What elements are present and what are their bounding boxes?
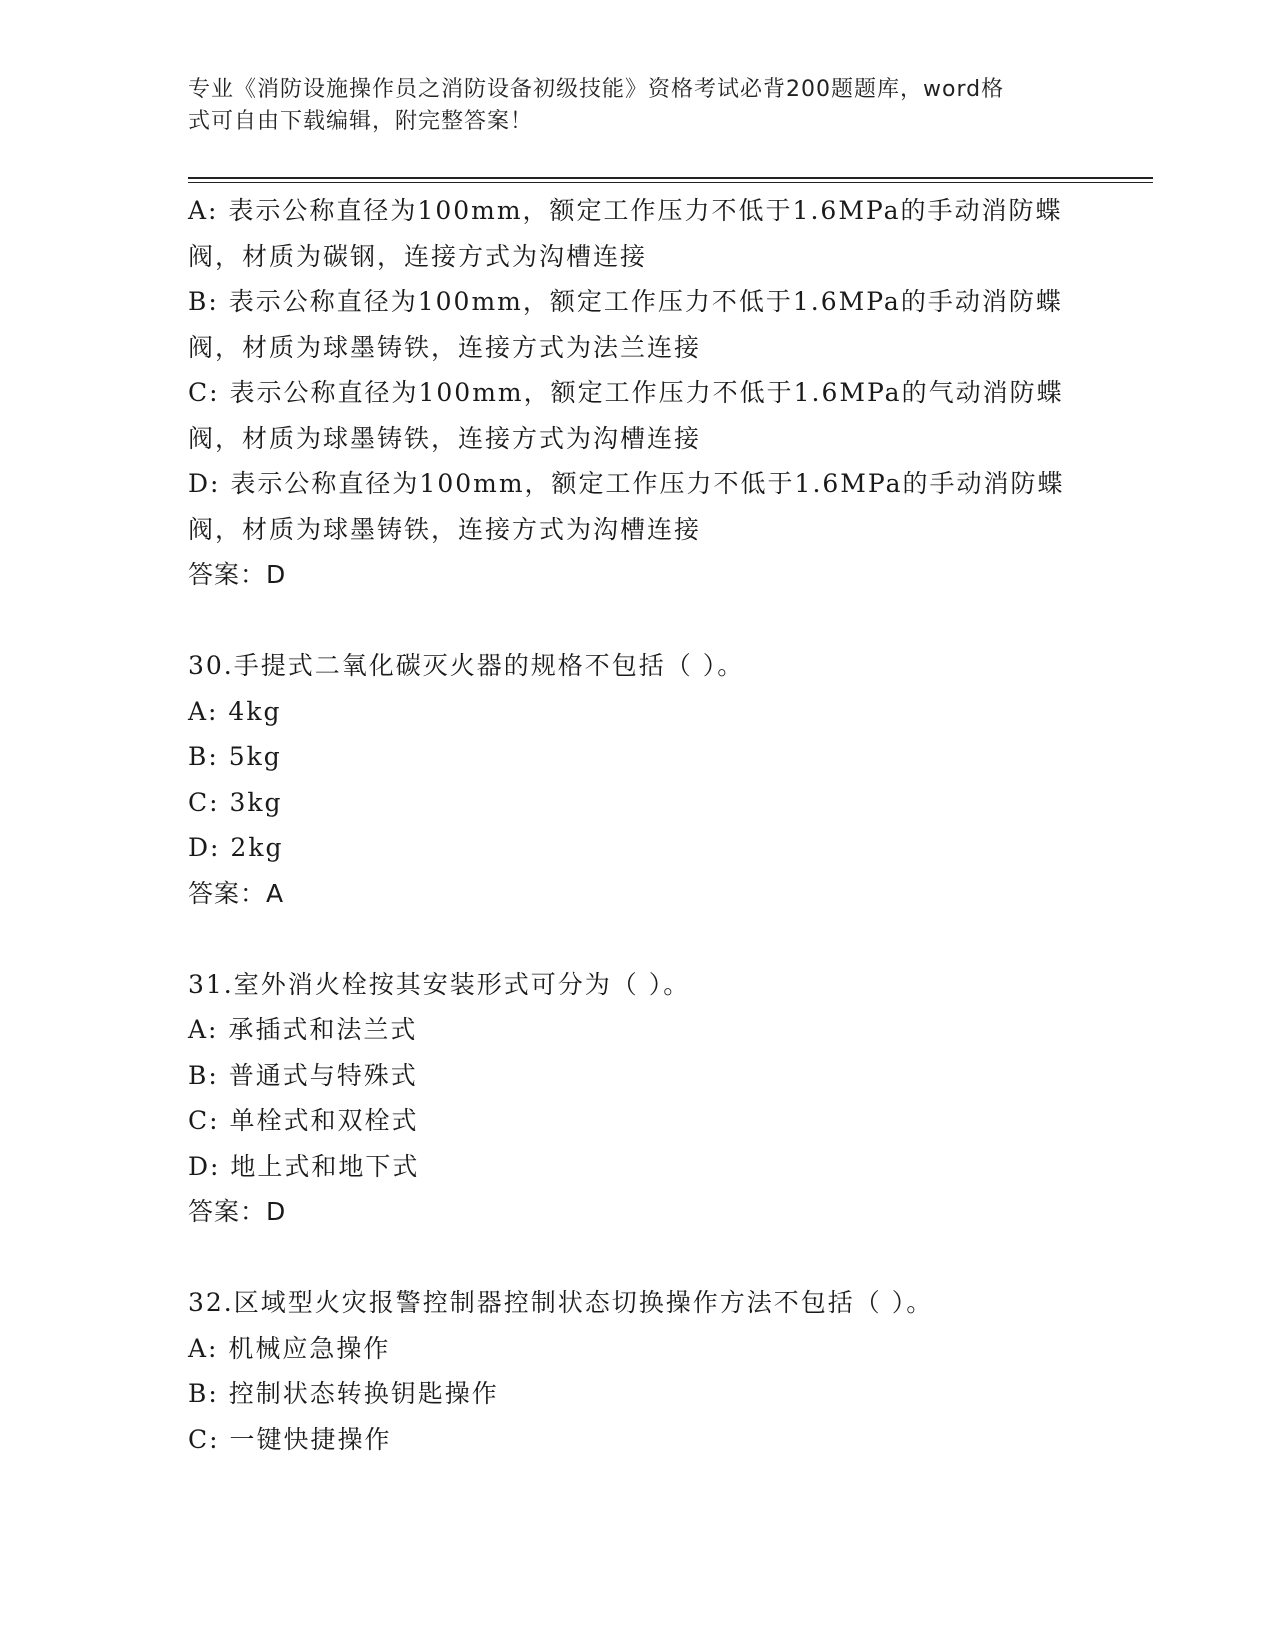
q29-option-c-line-2: 阀，材质为球墨铸铁，连接方式为沟槽连接	[188, 423, 702, 453]
q29-option-d-line-2: 阀，材质为球墨铸铁，连接方式为沟槽连接	[188, 514, 702, 544]
question-32-block	[188, 1280, 1088, 1462]
q29-option-c-line-1: C: 表示公称直径为100mm，额定工作压力不低于1.6MPa的气动消防蝶	[188, 378, 1064, 407]
q30-answer: 答案：A	[188, 878, 285, 908]
q31-option-b: B: 普通式与特殊式	[188, 1060, 418, 1090]
q31-question: 31.室外消火栓按其安装形式可分为（ ）。	[188, 969, 691, 999]
q30-option-d: D: 2kg	[188, 833, 284, 862]
q29-option-b-line-1: B: 表示公称直径为100mm，额定工作压力不低于1.6MPa的手动消防蝶	[188, 287, 1063, 316]
spacer	[188, 916, 1088, 962]
q30-option-a: A: 4kg	[188, 696, 282, 726]
q29-option-d-line-1: D: 表示公称直径为100mm，额定工作压力不低于1.6MPa的手动消防蝶	[188, 469, 1065, 498]
header-line-1: 专业《消防设施操作员之消防设备初级技能》资格考试必背200题题库，word格	[188, 77, 1005, 102]
document-header	[188, 74, 1068, 138]
header-line-2: 式可自由下载编辑，附完整答案！	[188, 109, 534, 134]
q29-option-a-line-2: 阀，材质为碳钢，连接方式为沟槽连接	[188, 241, 648, 271]
q30-question: 30.手提式二氧化碳灭火器的规格不包括（ ）。	[188, 651, 745, 680]
q32-option-b: B: 控制状态转换钥匙操作	[188, 1379, 499, 1408]
header-divider-thick	[188, 177, 1153, 179]
q31-answer: 答案：D	[188, 1197, 287, 1226]
document-body	[188, 188, 1088, 1462]
question-30-block	[188, 643, 1088, 916]
q29-option-a-line-1: A: 表示公称直径为100mm，额定工作压力不低于1.6MPa的手动消防蝶	[188, 196, 1063, 225]
q30-option-c: C: 3kg	[188, 787, 283, 817]
q32-option-a: A: 机械应急操作	[188, 1333, 391, 1363]
q29-option-b-line-2: 阀，材质为球墨铸铁，连接方式为法兰连接	[188, 332, 702, 362]
q32-question: 32.区域型火灾报警控制器控制状态切换操作方法不包括（ ）。	[188, 1288, 934, 1317]
q31-option-c: C: 单栓式和双栓式	[188, 1106, 419, 1135]
question-31-block	[188, 962, 1088, 1235]
header-divider-thin	[188, 182, 1153, 183]
q29-answer: 答案：D	[188, 560, 287, 589]
q31-option-d: D: 地上式和地下式	[188, 1151, 420, 1181]
q31-option-a: A: 承插式和法兰式	[188, 1015, 418, 1044]
q30-option-b: B: 5kg	[188, 742, 282, 771]
q32-option-c: C: 一键快捷操作	[188, 1424, 392, 1454]
spacer	[188, 1235, 1088, 1281]
spacer	[188, 598, 1088, 644]
question-29-block	[188, 188, 1088, 598]
